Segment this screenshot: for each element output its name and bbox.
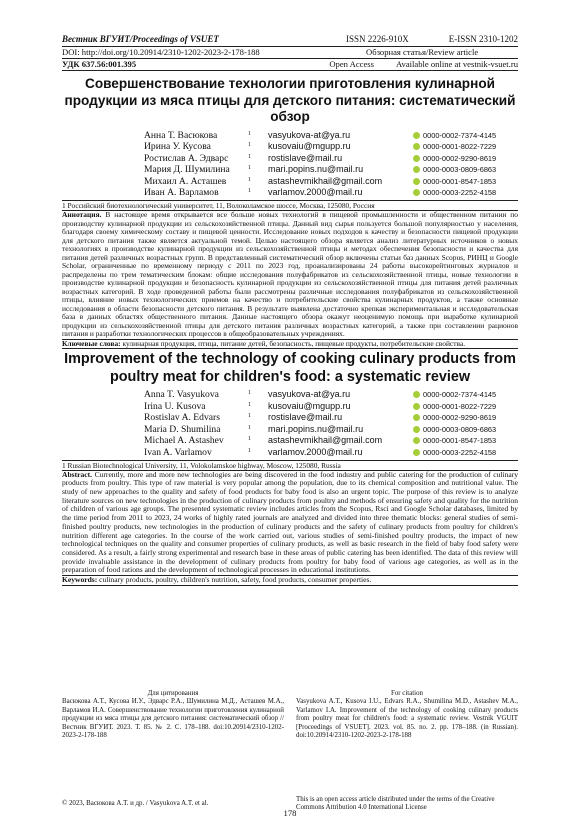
author-row (144, 435, 496, 447)
author-orcid[interactable] (413, 141, 496, 153)
orcid-icon (413, 449, 420, 456)
author-email[interactable]: astashevmikhail@gmail.com (268, 175, 383, 186)
author-affiliation-mark: 1 (248, 165, 251, 172)
author-email[interactable]: mari.popins.nu@mail.ru (268, 164, 364, 175)
abstract-text-ru: В настоящее время открывается все больше новых технологий в пищевой промышленности и общественном питании по производству кулинарной продукции из сельскохозяйственной птицы. Данный вид сырья пользуется большой популярностью у населения, благодаря своему химическому составу и пищевой ценности. Исследование новых подходов к качеству и безопасности пищевой продукции для детского питания также является актуальной темой. Целью настоящего обзора является анализ литературных источников о новых технологиях в производстве кулинарной продукции из сельскохозяйственной птицы и методах обеспечения безопасности и качества для питания детей различных возрастных групп. В представленный систематический обзор включены статьи баз данных Scopus, РИНЦ и Google Scholar, ограниченные по временному периоду с 2011 по 2023 год, проанализированы 24 работы высокорейтинговых журналов и распределены по трем тематическим блокам: общие исследования полуфабрикатов из сельскохозяйственной птицы, новые технологии в производстве кулинарной продукции и безопасность кулинарной продукции из сельскохозяйственной птицы для питания детей различных возрастных категорий. В ходе проведенной работы были рассмотрены различные исследования полуфабрикатов из сельскохозяйственной птицы, влияние новых технологических приемов на качество и потребительские свойства кулинарных продуктов, а также основные исследования в области безопасности детского питания. В результате выявлена достаточно крепкая экспериментальная и исследовательская база в данных областях общественного питания. Данные настоящего обзора окажут неоценимую помощь при выработке кулинарной продукции из сельскохозяйственной птицы для детского питания различных возрастных категорий, а также при составлении рационов питания и разработки технологических процессов в общеобразовательных учреждениях. (62, 210, 519, 339)
author-email[interactable]: varlamov.2000@mail.ru (268, 447, 363, 458)
author-row (144, 389, 496, 401)
abstract-ru (62, 211, 518, 339)
author-row (144, 141, 496, 153)
abstract-text-en: Currently, more and more new technologies are being discovered in the food industry and public catering for the production of culinary products from poultry. This type of raw material is very popular among the population, due to its chemical composition and nutritional value. The study of new approaches to the quality and safety of food products for baby food is also an urgent topic. The purpose of this review is to analyze literature sources on new technologies in the production of culinary products from poultry and methods of ensuring safety and quality for the nutrition of children of various age groups. The presented systematic review includes articles from the Scopus, Rsci and Google Scholar databases, limited by the time period from 2011 to 2023, 24 works of highly rated journals are analyzed and divided into three thematic blocks: general studies of semi-finished poultry products, new technologies in the production of culinary products and the safety of culinary products from poultry for children's nutrition different age categories. In the course of the work carried out, various studies of semi-finished poultry products, the impact of new technological techniques on the quality and consumer properties of culinary products, as well as basic research in the field of baby food safety were considered. As a result, a fairly strong experimental and research base in these areas of public catering has been identified. The data of this review will provide invaluable assistance in the development of culinary products from poultry for baby food of various age categories, as well as in the preparation of food rations and the development of technological processes in educational institutions. (62, 469, 518, 575)
author-name: Ivan A. Varlamov (144, 447, 212, 459)
citation-head-ru: Для цитирования (147, 690, 199, 697)
orcid-icon (413, 143, 420, 150)
author-affiliation-mark: 1 (248, 130, 251, 137)
orcid-icon (413, 189, 420, 196)
author-name: Ирина У. Кусова (144, 141, 211, 153)
author-email[interactable]: varlamov.2000@mail.ru (268, 187, 363, 198)
title-ru: Совершенствование технологии приготовления кулинарной продукции из мяса птицы для детского питания: систематический обзор (64, 76, 516, 124)
author-email[interactable]: mari.popins.nu@mail.ru (268, 423, 364, 434)
author-orcid[interactable] (413, 401, 496, 413)
eissn: E-ISSN 2310-1202 (448, 34, 518, 44)
section-divider (62, 348, 518, 349)
author-email[interactable]: kusovaiu@mgupp.ru (268, 400, 351, 411)
header-row-1 (62, 34, 518, 45)
abstract-label-ru: Аннотация. (62, 210, 102, 220)
doi-link[interactable]: DOI: http://doi.org/10.20914/2310-1202-2023-2-178-188 (62, 47, 260, 57)
author-affiliation-mark: 1 (248, 401, 251, 408)
keywords-text-ru: кулинарная продукция, птица, питание детей, безопасность, пищевые продукты, потребительские свойства. (122, 338, 466, 348)
author-affiliation-mark: 1 (248, 448, 251, 455)
abstract-label-en: Abstract. (62, 469, 92, 479)
author-name: Михаил А. Асташев (144, 175, 227, 187)
orcid-id[interactable]: 0000-0003-0809-6863 (423, 424, 497, 434)
keywords-text-en: culinary products, poultry, children's nutrition, safety, food products, consumer properties. (99, 575, 372, 585)
citation-head-en: For citation (391, 690, 423, 697)
author-name: Иван А. Варламов (144, 187, 219, 199)
udc: УДК 637.56:001.395 (62, 59, 137, 69)
citation-text-en: Vasyukova A.T., Kusova I.U., Edvars R.A., Shumilina M.D., Astashev M.A., Varlamov I.A. Improvement of the technology of cooking culinary products from poultry meat for children's food: a systematic review. Vestnik VGUIT [Proceedings of VSUET]. 2023. vol. 85. no. 2. pp. 178–188. (in Russian). doi:10.20914/2310-1202-2023-2-178-188 (296, 698, 518, 740)
author-row (144, 164, 496, 176)
authors-ru (144, 130, 496, 200)
title-en: Improvement of the technology of cooking culinary products from poultry meat for children's food: a systematic review (64, 351, 516, 385)
abstract-en (62, 471, 518, 575)
author-orcid[interactable] (413, 424, 496, 436)
copyright: © 2023, Васюкова А.Т. и др. / Vasyukova A.T. et al. (62, 800, 209, 807)
orcid-icon (413, 414, 420, 421)
journal-name: Вестник ВГУИТ/Proceedings of VSUET (62, 34, 219, 44)
author-name: Michael A. Astashev (144, 435, 224, 447)
citation-en (296, 690, 518, 740)
author-email[interactable]: vasyukova-at@ya.ru (268, 129, 351, 140)
author-orcid[interactable] (413, 153, 496, 165)
license-text: This is an open access article distributed under the terms of the Creative Commons Attribution 4.0 International License (296, 796, 495, 812)
issn: ISSN 2226-910X (345, 34, 409, 44)
orcid-id[interactable]: 0000-0001-8022-7229 (423, 401, 497, 411)
author-row (144, 176, 496, 188)
orcid-id[interactable]: 0000-0001-8022-7229 (423, 142, 497, 152)
author-name: Rostislav A. Edvars (144, 412, 220, 424)
orcid-icon (413, 426, 420, 433)
affiliation-en: 1 Russian Biotechnological University, 11, Volokolamskoe highway, Moscow, 125080, Russia (62, 460, 341, 470)
orcid-id[interactable]: 0000-0002-9290-8619 (423, 413, 497, 423)
author-email[interactable]: kusovaiu@mgupp.ru (268, 141, 351, 152)
author-orcid[interactable] (413, 447, 496, 459)
author-row (144, 447, 496, 459)
header-divider (62, 70, 518, 71)
author-affiliation-mark: 1 (248, 424, 251, 431)
authors-en (144, 389, 496, 459)
author-row (144, 424, 496, 436)
orcid-id[interactable]: 0000-0003-2252-4158 (423, 448, 497, 458)
keywords-ru (62, 340, 518, 349)
author-row (144, 153, 496, 165)
article-type: Обзорная статья/Review article (366, 47, 479, 57)
keywords-en (62, 576, 518, 585)
author-row (144, 401, 496, 413)
orcid-id[interactable]: 0000-0001-8547-1853 (423, 436, 497, 446)
author-affiliation-mark: 1 (248, 142, 251, 149)
author-name: Анна Т. Васюкова (144, 129, 218, 141)
author-orcid[interactable] (413, 130, 496, 142)
header-row-2 (62, 47, 518, 58)
author-name: Anna T. Vasyukova (144, 389, 219, 401)
author-orcid[interactable] (413, 435, 496, 447)
citation-block (62, 690, 518, 740)
author-orcid[interactable] (413, 389, 496, 401)
affiliation-ru: 1 Российский биотехнологический университет, 11, Волоколамское шоссе, Москва, 125080, Россия (62, 201, 375, 211)
author-email[interactable]: astashevmikhail@gmail.com (268, 435, 383, 446)
orcid-id[interactable]: 0000-0003-0809-6863 (423, 165, 497, 175)
keywords-label-en: Keywords: (62, 575, 98, 585)
orcid-id[interactable]: 0000-0001-8547-1853 (423, 176, 497, 186)
orcid-icon (413, 132, 420, 139)
author-affiliation-mark: 1 (248, 413, 251, 420)
author-name: Maria D. Shumilina (144, 423, 221, 435)
author-orcid[interactable] (413, 164, 496, 176)
author-affiliation-mark: 1 (248, 390, 251, 397)
orcid-icon (413, 437, 420, 444)
orcid-icon (413, 166, 420, 173)
author-affiliation-mark: 1 (248, 436, 251, 443)
author-email[interactable]: rostislave@mail.ru (268, 152, 343, 163)
open-access: Open Access (329, 59, 374, 69)
author-name: Ростислав А. Эдварс (144, 152, 229, 164)
author-name: Мария Д. Шумилина (144, 164, 230, 176)
section-divider (62, 585, 518, 586)
page-number: 178 (283, 808, 297, 818)
article-page (62, 34, 518, 586)
available-online[interactable]: Available online at vestnik-vsuet.ru (395, 59, 518, 69)
orcid-icon (413, 391, 420, 398)
author-name: Irina U. Kusova (144, 400, 206, 412)
orcid-icon (413, 178, 420, 185)
author-row (144, 130, 496, 142)
author-affiliation-mark: 1 (248, 188, 251, 195)
orcid-icon (413, 155, 420, 162)
citation-ru (62, 690, 284, 740)
author-row (144, 412, 496, 424)
orcid-id[interactable]: 0000-0002-7374-4145 (423, 390, 497, 400)
author-email[interactable]: rostislave@mail.ru (268, 412, 343, 423)
author-affiliation-mark: 1 (248, 176, 251, 183)
orcid-id[interactable]: 0000-0002-7374-4145 (423, 130, 497, 140)
author-email[interactable]: vasyukova-at@ya.ru (268, 389, 351, 400)
header-row-3 (62, 59, 518, 70)
author-orcid[interactable] (413, 412, 496, 424)
citation-text-ru: Васюкова А.Т., Кусова И.У., Эдварс Р.А., Шумилина М.Д., Асташев М.А., Варламов И.А. Совершенствование технологии приготовления кулинарной продукции из мяса птицы для детского питания: систематический обзор // Вестник ВГУИТ. 2023. Т. 85. № 2. С. 178–188. doi:10.20914/2310-1202-2023-2-178-188 (62, 698, 284, 740)
keywords-label-ru: Ключевые слова: (62, 338, 121, 348)
author-orcid[interactable] (413, 187, 496, 199)
orcid-icon (413, 403, 420, 410)
author-row (144, 187, 496, 199)
author-affiliation-mark: 1 (248, 153, 251, 160)
orcid-id[interactable]: 0000-0002-9290-8619 (423, 153, 497, 163)
author-orcid[interactable] (413, 176, 496, 188)
orcid-id[interactable]: 0000-0003-2252-4158 (423, 188, 497, 198)
